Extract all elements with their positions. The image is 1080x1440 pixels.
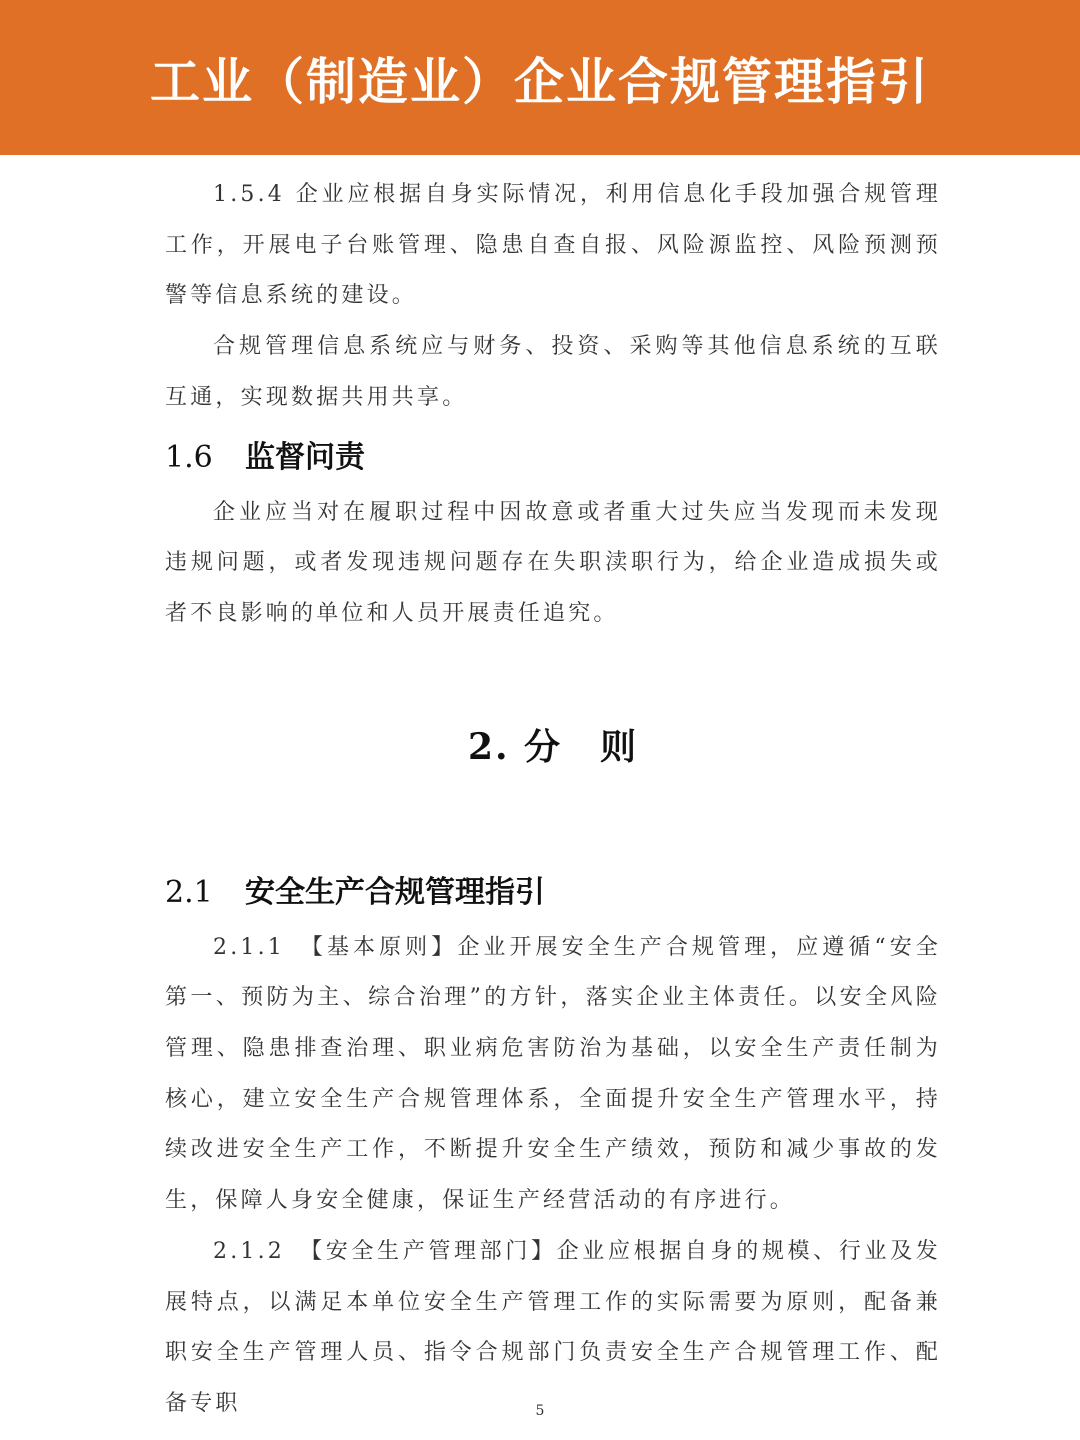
chapter-heading-2: 2. 分 则 (467, 725, 639, 768)
document-title: 工业（制造业）企业合规管理指引 (150, 52, 930, 111)
section-heading-1-6 (165, 432, 941, 484)
paragraph-1-5-4: 1.5.4 企业应根据自身实际情况，利用信息化手段加强合规管理工作，开展电子台账管理、隐患自查自报、风险源监控、风险预测预警等信息系统的建设。 (165, 182, 941, 309)
paragraph-1-5-4-continued: 合规管理信息系统应与财务、投资、采购等其他信息系统的互联互通，实现数据共用共享。 (165, 334, 941, 410)
header-banner (0, 0, 1080, 155)
section-number: 2.1 (165, 874, 213, 910)
paragraph-1-6: 企业应当对在履职过程中因故意或者重大过失应当发现而未发现违规问题，或者发现违规问题存在失职渎职行为，给企业造成损失或者不良影响的单位和人员开展责任追究。 (165, 499, 941, 626)
paragraph-2-1-2: 2.1.2 【安全生产管理部门】企业应根据自身的规模、行业及发展特点，以满足本单位安全生产管理工作的实际需要为原则，配备兼职安全生产管理人员、指令合规部门负责安全生产合规管理工作、配备专职 (165, 1238, 941, 1416)
page-number: 5 (535, 1403, 545, 1419)
paragraph-2-1-1: 2.1.1 【基本原则】企业开展安全生产合规管理，应遵循“安全第一、预防为主、综合治理”的方针，落实企业主体责任。以安全风险管理、隐患排查治理、职业病危害防治为基础，以安全生产责任制为核心，建立安全生产合规管理体系，全面提升安全生产管理水平，持续改进安全生产工作，不断提升安全生产绩效，预防和减少事故的发生，保障人身安全健康，保证生产经营活动的有序进行。 (165, 934, 941, 1214)
section-title: 监督问责 (245, 439, 365, 475)
section-title: 安全生产合规管理指引 (245, 874, 545, 910)
section-number: 1.6 (165, 439, 213, 475)
document-body (165, 170, 941, 1430)
section-heading-2-1 (165, 867, 941, 919)
